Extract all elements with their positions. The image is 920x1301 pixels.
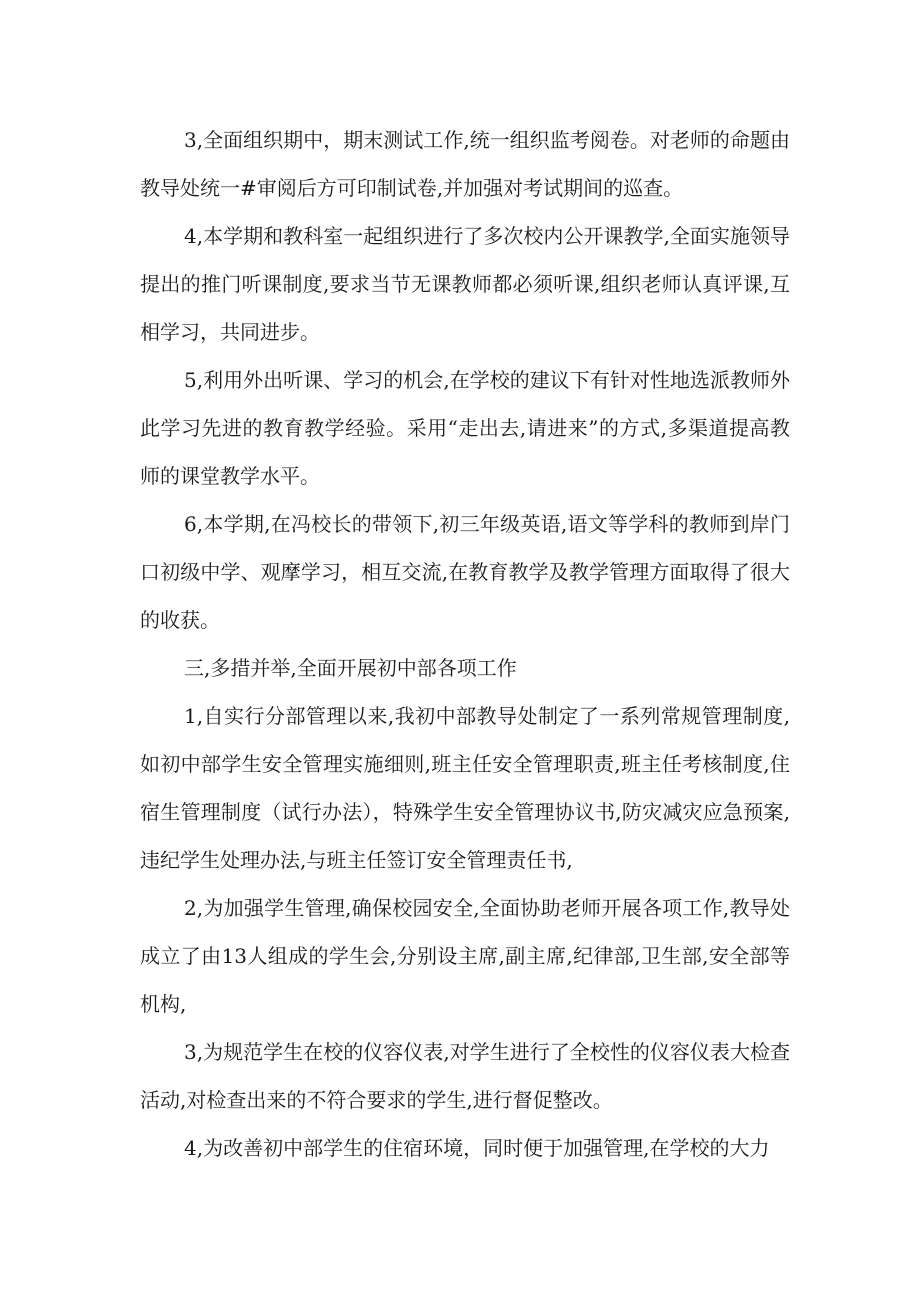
paragraph-appearance-check: 3,为规范学生在校的仪容仪表,对学生进行了全校性的仪容仪表大检查活动,对检查出来的不符合要求的学生,进行督促整改。 bbox=[140, 1040, 790, 1112]
document-body bbox=[140, 116, 790, 1172]
paragraph-exam-organization: 3,全面组织期中，期末测试工作,统一组织监考阅卷。对老师的命题由教导处统一#审阅后方可印制试卷,并加强对考试期间的巡查。 bbox=[140, 128, 790, 200]
paragraph-student-union: 2,为加强学生管理,确保校园安全,全面协助老师开展各项工作,教导处成立了由13人组成的学生会,分别设主席,副主席,纪律部,卫生部,安全部等机构, bbox=[140, 896, 790, 1016]
paragraph-open-classes: 4,本学期和教科室一起组织进行了多次校内公开课教学,全面实施领导提出的推门听课制度,要求当节无课教师都必须听课,组织老师认真评课,互相学习，共同进步。 bbox=[140, 224, 790, 344]
paragraph-dormitory: 4,为改善初中部学生的住宿环境，同时便于加强管理,在学校的大力 bbox=[184, 1136, 770, 1160]
paragraph-management-rules: 1,自实行分部管理以来,我初中部教导处制定了一系列常规管理制度,如初中部学生安全管理实施细则,班主任安全管理职责,班主任考核制度,住宿生管理制度（试行办法），特殊学生安全管理协议书,防灾减灾应急预案,违纪学生处理办法,与班主任签订安全管理责任书, bbox=[140, 704, 790, 872]
paragraph-external-study: 5,利用外出听课、学习的机会,在学校的建议下有针对性地选派教师外此学习先进的教育教学经验。采用“走出去,请进来”的方式,多渠道提高教师的课堂教学水平。 bbox=[140, 368, 790, 488]
paragraph-observation-exchange: 6,本学期,在冯校长的带领下,初三年级英语,语文等学科的教师到岸门口初级中学、观摩学习，相互交流,在教育教学及教学管理方面取得了很大的收获。 bbox=[140, 512, 790, 632]
section-heading-three: 三,多措并举,全面开展初中部各项工作 bbox=[184, 656, 517, 680]
